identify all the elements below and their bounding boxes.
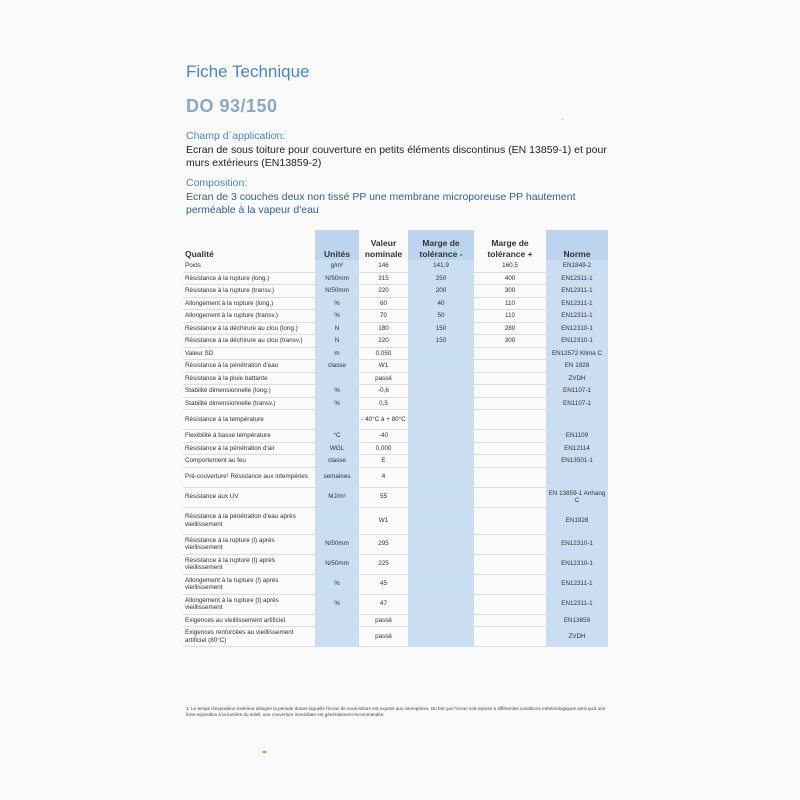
cell-qualite: Pré-couverture¹ Résistance aux intempéries: [183, 467, 315, 487]
table-row: [183, 487, 608, 507]
cell-valeur: E: [359, 455, 408, 468]
cell-marge-moins: [408, 442, 474, 455]
header-qualite: Qualité: [185, 249, 214, 259]
cell-qualite: Résistance à la déchirure au clou (long.): [183, 322, 315, 335]
cell-marge-plus: 400: [474, 272, 546, 285]
table-row: [183, 554, 608, 574]
cell-marge-moins: [408, 467, 474, 487]
cell-qualite: Résistance à la rupture (t) après vieillissement: [183, 554, 315, 574]
table-row: [183, 385, 608, 398]
cell-marge-plus: [474, 467, 546, 487]
cell-unite: %: [315, 397, 359, 410]
cell-unite: g/m²: [315, 260, 359, 272]
cell-unite: %: [315, 574, 359, 594]
table-row: [183, 614, 608, 627]
cell-unite: semaines: [315, 467, 359, 487]
cell-marge-moins: [408, 347, 474, 360]
cell-valeur: 60: [359, 297, 408, 310]
cell-unite: classe: [315, 455, 359, 468]
cell-valeur: 295: [359, 534, 408, 554]
table-row: [183, 410, 608, 430]
cell-marge-plus: [474, 442, 546, 455]
table-row: [183, 347, 608, 360]
cell-qualite: Poids: [183, 260, 315, 272]
header-valeur: Valeur nominale: [364, 238, 403, 259]
header-marge-plus: Marge de tolérance +: [487, 238, 533, 259]
cell-qualite: Exigences renforcées au vieillissement artificiel (80°C): [183, 627, 315, 647]
cell-valeur: 225: [359, 554, 408, 574]
cell-marge-moins: [408, 430, 474, 443]
cell-marge-moins: 50: [408, 310, 474, 323]
cell-norme: [546, 467, 608, 487]
header-marge-moins: Marge de tolérance -: [408, 230, 474, 260]
cell-unite: WGL: [315, 442, 359, 455]
header-unites: Unités: [315, 230, 359, 260]
cell-marge-plus: [474, 534, 546, 554]
cell-marge-plus: [474, 627, 546, 647]
table-row: [183, 372, 608, 385]
table-row: [183, 534, 608, 554]
cell-norme: EN12311-1: [546, 285, 608, 298]
cell-marge-plus: [474, 372, 546, 385]
cell-norme: EN12310-1: [546, 335, 608, 348]
cell-norme: [546, 410, 608, 430]
cell-qualite: Allongement à la rupture (t) après vieillissement: [183, 594, 315, 614]
cell-marge-plus: [474, 614, 546, 627]
cell-qualite: Exigences au vieillissement artificiel: [183, 614, 315, 627]
cell-norme: EN12311-1: [546, 594, 608, 614]
cell-marge-moins: 200: [408, 285, 474, 298]
cell-marge-plus: [474, 397, 546, 410]
cell-marge-moins: [408, 487, 474, 507]
cell-valeur: passé: [359, 372, 408, 385]
cell-unite: %: [315, 385, 359, 398]
cell-marge-moins: [408, 594, 474, 614]
cell-valeur: W1: [359, 507, 408, 534]
cell-norme: EN12310-1: [546, 554, 608, 574]
cell-norme: EN1107-1: [546, 397, 608, 410]
table-row: [183, 507, 608, 534]
scan-mark: ´: [561, 118, 565, 129]
cell-unite: %: [315, 310, 359, 323]
cell-valeur: 220: [359, 335, 408, 348]
table-row: [183, 442, 608, 455]
cell-unite: [315, 372, 359, 385]
table-row: [183, 627, 608, 647]
cell-marge-moins: [408, 554, 474, 574]
scan-speck: [263, 751, 266, 753]
cell-unite: %: [315, 594, 359, 614]
cell-valeur: 0,000: [359, 442, 408, 455]
cell-norme: EN12311-1: [546, 272, 608, 285]
cell-marge-plus: [474, 507, 546, 534]
document-title: Fiche Technique: [186, 62, 310, 81]
cell-qualite: Résistance à la pénétration d'air: [183, 442, 315, 455]
table-header-row: [183, 230, 608, 260]
cell-norme: ZVDH: [546, 627, 608, 647]
cell-marge-moins: [408, 627, 474, 647]
cell-qualite: Valeur SD: [183, 347, 315, 360]
cell-marge-plus: [474, 487, 546, 507]
cell-marge-plus: 300: [474, 285, 546, 298]
cell-marge-plus: [474, 594, 546, 614]
cell-valeur: 70: [359, 310, 408, 323]
cell-norme: EN12310-1: [546, 322, 608, 335]
spec-table: [183, 230, 608, 647]
cell-unite: [315, 614, 359, 627]
cell-unite: N: [315, 335, 359, 348]
cell-norme: EN1109: [546, 430, 608, 443]
cell-qualite: Résistance à la température: [183, 410, 315, 430]
cell-qualite: Flexibilité à basse température: [183, 430, 315, 443]
cell-norme: EN1107-1: [546, 385, 608, 398]
table-row: [183, 310, 608, 323]
cell-unite: classe: [315, 360, 359, 373]
cell-marge-moins: [408, 385, 474, 398]
cell-qualite: Résistance à la rupture (transv.): [183, 285, 315, 298]
cell-valeur: 220: [359, 285, 408, 298]
cell-valeur: 0,050: [359, 347, 408, 360]
cell-unite: N: [315, 322, 359, 335]
cell-valeur: -40: [359, 430, 408, 443]
cell-norme: EN12572 Klima C: [546, 347, 608, 360]
cell-marge-plus: 160,5: [474, 260, 546, 272]
table-row: [183, 574, 608, 594]
cell-qualite: Résistance à la pluie battante: [183, 372, 315, 385]
cell-marge-moins: [408, 534, 474, 554]
cell-marge-plus: [474, 430, 546, 443]
cell-valeur: 0,5: [359, 397, 408, 410]
table-row: [183, 297, 608, 310]
cell-qualite: Allongement à la rupture (l) après vieillissement: [183, 574, 315, 594]
cell-marge-plus: [474, 385, 546, 398]
cell-valeur: 47: [359, 594, 408, 614]
cell-valeur: 180: [359, 322, 408, 335]
cell-marge-moins: [408, 360, 474, 373]
application-text: Ecran de sous toiture pour couverture en petits éléments discontinus (EN 13859-1) et pour murs extérieurs (EN13859-2): [186, 144, 607, 169]
cell-unite: N/50mm: [315, 285, 359, 298]
cell-unite: MJ/m²: [315, 487, 359, 507]
composition-text: Ecran de 3 couches deux non tissé PP une membrane microporeuse PP hautement perméable à la vapeur d'eau: [186, 191, 576, 216]
cell-norme: EN13859: [546, 614, 608, 627]
product-name: DO 93/150: [186, 96, 278, 116]
cell-unite: [315, 410, 359, 430]
cell-marge-moins: [408, 614, 474, 627]
cell-norme: EN12311-1: [546, 310, 608, 323]
cell-qualite: Résistance aux UV: [183, 487, 315, 507]
cell-unite: N/50mm: [315, 554, 359, 574]
table-row: [183, 467, 608, 487]
cell-unite: [315, 627, 359, 647]
cell-norme: EN13501-1: [546, 455, 608, 468]
cell-qualite: Résistance à la rupture (l) après vieillissement: [183, 534, 315, 554]
cell-valeur: 146: [359, 260, 408, 272]
cell-valeur: -0,6: [359, 385, 408, 398]
cell-marge-moins: 250: [408, 272, 474, 285]
cell-qualite: Résistance à la rupture (long.): [183, 272, 315, 285]
cell-norme: EN12311-1: [546, 297, 608, 310]
cell-valeur: passé: [359, 627, 408, 647]
cell-valeur: 4: [359, 467, 408, 487]
cell-marge-moins: [408, 455, 474, 468]
cell-norme: EN1849-2: [546, 260, 608, 272]
table-row: [183, 455, 608, 468]
table-row: [183, 594, 608, 614]
cell-marge-plus: 280: [474, 322, 546, 335]
cell-marge-plus: [474, 410, 546, 430]
cell-marge-moins: 150: [408, 335, 474, 348]
cell-norme: EN12114: [546, 442, 608, 455]
cell-qualite: Stabilité dimensionnelle (long.): [183, 385, 315, 398]
cell-qualite: Résistance à la déchirure au clou (transv.): [183, 335, 315, 348]
cell-norme: EN 13859-1 Anhang C: [546, 487, 608, 507]
cell-marge-moins: [408, 410, 474, 430]
cell-marge-moins: 141,9: [408, 260, 474, 272]
cell-valeur: 45: [359, 574, 408, 594]
cell-valeur: W1: [359, 360, 408, 373]
cell-norme: EN12310-1: [546, 534, 608, 554]
cell-valeur: passé: [359, 614, 408, 627]
composition-heading: Composition:: [186, 177, 248, 189]
cell-norme: ZVDH: [546, 372, 608, 385]
cell-unite: N/50mm: [315, 534, 359, 554]
cell-valeur: 55: [359, 487, 408, 507]
cell-marge-moins: 40: [408, 297, 474, 310]
table-row: [183, 335, 608, 348]
cell-marge-plus: [474, 360, 546, 373]
cell-marge-plus: [474, 574, 546, 594]
application-heading: Champ d´application:: [186, 130, 286, 142]
cell-qualite: Allongement à la rupture (long.): [183, 297, 315, 310]
table-row: [183, 285, 608, 298]
cell-unite: %: [315, 297, 359, 310]
table-row: [183, 397, 608, 410]
cell-valeur: 315: [359, 272, 408, 285]
cell-norme: EN12311-1: [546, 574, 608, 594]
cell-qualite: Résistance à la pénétration d'eau après vieillissement: [183, 507, 315, 534]
table-row: [183, 260, 608, 272]
cell-qualite: Allongement à la rupture (transv.): [183, 310, 315, 323]
cell-unite: m: [315, 347, 359, 360]
cell-unite: N/50mm: [315, 272, 359, 285]
cell-qualite: Résistance à la pénétration d'eau: [183, 360, 315, 373]
cell-qualite: Stabilité dimensionnelle (transv.): [183, 397, 315, 410]
cell-marge-plus: [474, 455, 546, 468]
table-row: [183, 322, 608, 335]
cell-marge-moins: [408, 507, 474, 534]
cell-marge-moins: [408, 574, 474, 594]
table-row: [183, 272, 608, 285]
cell-marge-moins: [408, 372, 474, 385]
cell-marge-plus: 300: [474, 335, 546, 348]
spec-table-body: [183, 260, 608, 647]
cell-marge-plus: [474, 347, 546, 360]
cell-marge-moins: [408, 397, 474, 410]
footnote: 1. Le temps d'exposition extérieur désigne la période durant laquelle l'écran de sous-toiture est exposé aux intempéries. Du fait que l'écran soit exposé à différentes conditions météorologiques ainsi qu'à une forte exposition à la lumière du soleil, une couverture immédiate est généralement recommandée.: [186, 706, 606, 717]
cell-norme: EN 1928: [546, 360, 608, 373]
cell-unite: °C: [315, 430, 359, 443]
table-row: [183, 360, 608, 373]
cell-marge-moins: 150: [408, 322, 474, 335]
cell-marge-plus: 110: [474, 310, 546, 323]
cell-valeur: - 40°C à + 80°C: [359, 410, 408, 430]
cell-marge-plus: [474, 554, 546, 574]
cell-qualite: Comportement au feu: [183, 455, 315, 468]
cell-norme: EN1928: [546, 507, 608, 534]
header-norme: Norme: [546, 230, 608, 260]
cell-unite: [315, 507, 359, 534]
cell-marge-plus: 110: [474, 297, 546, 310]
table-row: [183, 430, 608, 443]
